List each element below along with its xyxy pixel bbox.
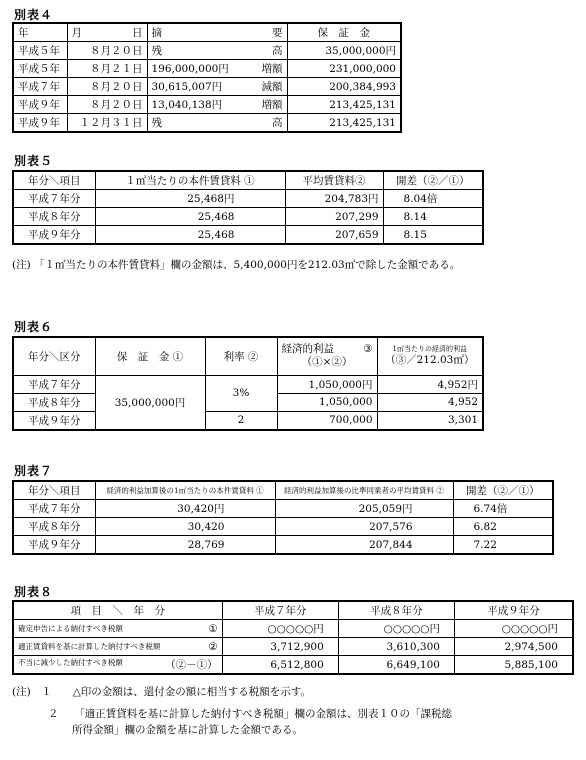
table7 [12, 480, 554, 555]
t5-header-1: １㎡当たりの本件賃貸料 ① [95, 171, 285, 190]
table-row [13, 620, 573, 638]
t8-header-1: 平成７年分 [222, 601, 338, 620]
t8-cell-label: 確定申告による納付すべき税額 ① [13, 620, 222, 638]
t4-cell-era: 平成９年 [13, 114, 67, 133]
t7-cell-avg: 205,059円 [275, 500, 453, 518]
t7-cell-rent: 30,420 [95, 518, 275, 536]
t8-cell-value: ○○○○○円 [222, 620, 338, 638]
t7-cell-ratio: 7.22 [453, 536, 553, 555]
t6-rate-b: 2 [205, 411, 277, 430]
t4-cell-desc: 残 高 [147, 114, 287, 133]
t5-cell-avg: 204,783円 [285, 190, 383, 208]
t7-cell-rent: 28,769 [95, 536, 275, 555]
table-row [13, 96, 401, 114]
table-row [13, 60, 401, 78]
t4-header-monthday: 月 日 [67, 23, 147, 42]
t8-note1-lead: (注) １ [12, 686, 52, 698]
table-row [13, 500, 553, 518]
t6-row-year: 平成９年分 [13, 411, 95, 430]
t6-rate-a: 3% [205, 375, 277, 411]
table6 [12, 336, 484, 431]
t8-header-0: 項 目 ＼ 年 分 [13, 601, 222, 620]
t4-cell-amount: 200,384,993 [287, 78, 401, 96]
t8-cell-value: ○○○○○円 [338, 620, 454, 638]
t5-header-0: 年分＼項目 [13, 171, 95, 190]
t8-cell-value: 3,610,300 [338, 638, 454, 656]
t6-row-benefit: 1,050,000 [277, 393, 377, 411]
t4-cell-monthday: ８月２０日 [67, 78, 147, 96]
t7-cell-year: 平成９年分 [13, 536, 95, 555]
t4-cell-era: 平成５年 [13, 42, 67, 60]
t7-cell-avg: 207,844 [275, 536, 453, 555]
t5-cell-ratio: 8.14 [383, 208, 483, 226]
t6-row-persqm: 4,952 [377, 393, 483, 411]
t8-cell-label: 不当に減少した納付すべき税額 （②－①） [13, 656, 222, 675]
t4-cell-monthday: ８月２０日 [67, 42, 147, 60]
t6-header-benefit: 経済的利益 ③ （①×②） [277, 337, 377, 375]
t7-header-1: 経済的利益加算後の1㎡当たりの本件賃貸料 ① [95, 481, 275, 500]
table-row [13, 638, 573, 656]
t5-cell-rent: 25,468円 [95, 190, 285, 208]
table-row [13, 78, 401, 96]
table8-caption: 別表８ [14, 585, 54, 599]
t4-cell-amount: 213,425,131 [287, 96, 401, 114]
t7-cell-year: 平成８年分 [13, 518, 95, 536]
table5 [12, 170, 484, 245]
t6-row-benefit: 1,050,000円 [277, 375, 377, 393]
t5-cell-rent: 25,468 [95, 208, 285, 226]
t4-cell-monthday: ８月２０日 [67, 96, 147, 114]
t4-cell-amount: 213,425,131 [287, 114, 401, 133]
t7-header-3: 開差（②／①） [453, 481, 553, 500]
t7-header-0: 年分＼項目 [13, 481, 95, 500]
t4-cell-era: 平成７年 [13, 78, 67, 96]
t7-cell-rent: 30,420円 [95, 500, 275, 518]
t4-header-amount: 保 証 金 [287, 23, 401, 42]
table8-notes [12, 684, 582, 738]
t4-cell-amount: 231,000,000 [287, 60, 401, 78]
t5-cell-year: 平成８年分 [13, 208, 95, 226]
table-row [13, 656, 573, 675]
t4-cell-desc: 13,040,138円 増額 [147, 96, 287, 114]
t6-row-year: 平成７年分 [13, 375, 95, 393]
t7-cell-avg: 207,576 [275, 518, 453, 536]
table6-caption: 別表６ [14, 320, 54, 334]
t4-cell-amount: 35,000,000円 [287, 42, 401, 60]
t5-cell-avg: 207,659 [285, 226, 383, 245]
t4-cell-era: 平成９年 [13, 96, 67, 114]
t8-header-2: 平成８年分 [338, 601, 454, 620]
t6-header-persqm: 1㎡当たりの経済的利益 （③／212.03㎡） [377, 337, 483, 375]
t8-note1-text: △印の金額は、還付金の額に相当する税額を示す。 [72, 686, 311, 698]
t5-header-3: 開差（②／①） [383, 171, 483, 190]
t6-row-persqm: 4,952円 [377, 375, 483, 393]
t8-note2-text-a: 「適正賃貸料を基に計算した納付すべき税額」欄の金額は、別表１０の「課税総 [79, 708, 453, 720]
t8-cell-value: 6,649,100 [338, 656, 454, 675]
t8-cell-value: 3,712,900 [222, 638, 338, 656]
t5-note-lead: (注) [12, 259, 31, 271]
t8-note2-lead: ２ [48, 708, 59, 720]
t4-cell-desc: 残 高 [147, 42, 287, 60]
t5-cell-avg: 207,299 [285, 208, 383, 226]
t8-note2-text-b: 所得金額」欄の金額を基に計算した金額である。 [72, 724, 303, 736]
table-row [13, 114, 401, 133]
t4-cell-desc: 30,615,007円 減額 [147, 78, 287, 96]
t8-header-3: 平成９年分 [454, 601, 573, 620]
t5-cell-year: 平成７年分 [13, 190, 95, 208]
table-row [13, 208, 483, 226]
table-row [13, 536, 553, 555]
t4-cell-monthday: １２月３１日 [67, 114, 147, 133]
t6-header-rate: 利率 ② [205, 337, 277, 375]
t5-cell-ratio: 8.15 [383, 226, 483, 245]
t6-row-benefit: 700,000 [277, 411, 377, 430]
table5-caption: 別表５ [14, 154, 54, 168]
t4-cell-era: 平成５年 [13, 60, 67, 78]
table-row [13, 518, 553, 536]
t5-header-2: 平均賃貸料② [285, 171, 383, 190]
t5-cell-ratio: 8.04倍 [383, 190, 483, 208]
table4-caption: 別表４ [14, 8, 54, 22]
t6-row-persqm: 3,301 [377, 411, 483, 430]
t5-cell-year: 平成９年分 [13, 226, 95, 245]
table5-note [12, 257, 582, 273]
t4-cell-monthday: ８月２１日 [67, 60, 147, 78]
t4-cell-desc: 196,000,000円 増額 [147, 60, 287, 78]
t5-note-text: 「１㎡当たりの本件賃貸料」欄の金額は、5,400,000円を212.03㎡で除した金額である。 [34, 259, 461, 271]
t7-cell-year: 平成７年分 [13, 500, 95, 518]
t6-row-year: 平成８年分 [13, 393, 95, 411]
table-row [13, 226, 483, 245]
table7-caption: 別表７ [14, 464, 54, 478]
t6-header-year: 年分＼区分 [13, 337, 95, 375]
t7-cell-ratio: 6.82 [453, 518, 553, 536]
t8-cell-value: ○○○○○円 [454, 620, 573, 638]
t5-cell-rent: 25,468 [95, 226, 285, 245]
t6-deposit: 35,000,000円 [95, 375, 205, 430]
t7-cell-ratio: 6.74倍 [453, 500, 553, 518]
t6-header-deposit: 保 証 金 ① [95, 337, 205, 375]
t4-header-year: 年 [13, 23, 67, 42]
t4-header-desc: 摘 要 [147, 23, 287, 42]
table4 [12, 22, 402, 133]
t8-cell-value: 2,974,500 [454, 638, 573, 656]
t7-header-2: 経済的利益加算後の比準同業者の平均賃貸料 ② [275, 481, 453, 500]
t8-cell-value: 6,512,800 [222, 656, 338, 675]
table8 [12, 600, 574, 675]
table-row [13, 190, 483, 208]
table-row [13, 42, 401, 60]
t8-cell-label: 適正賃貸料を基に計算した納付すべき税額 ② [13, 638, 222, 656]
t8-cell-value: 5,885,100 [454, 656, 573, 675]
